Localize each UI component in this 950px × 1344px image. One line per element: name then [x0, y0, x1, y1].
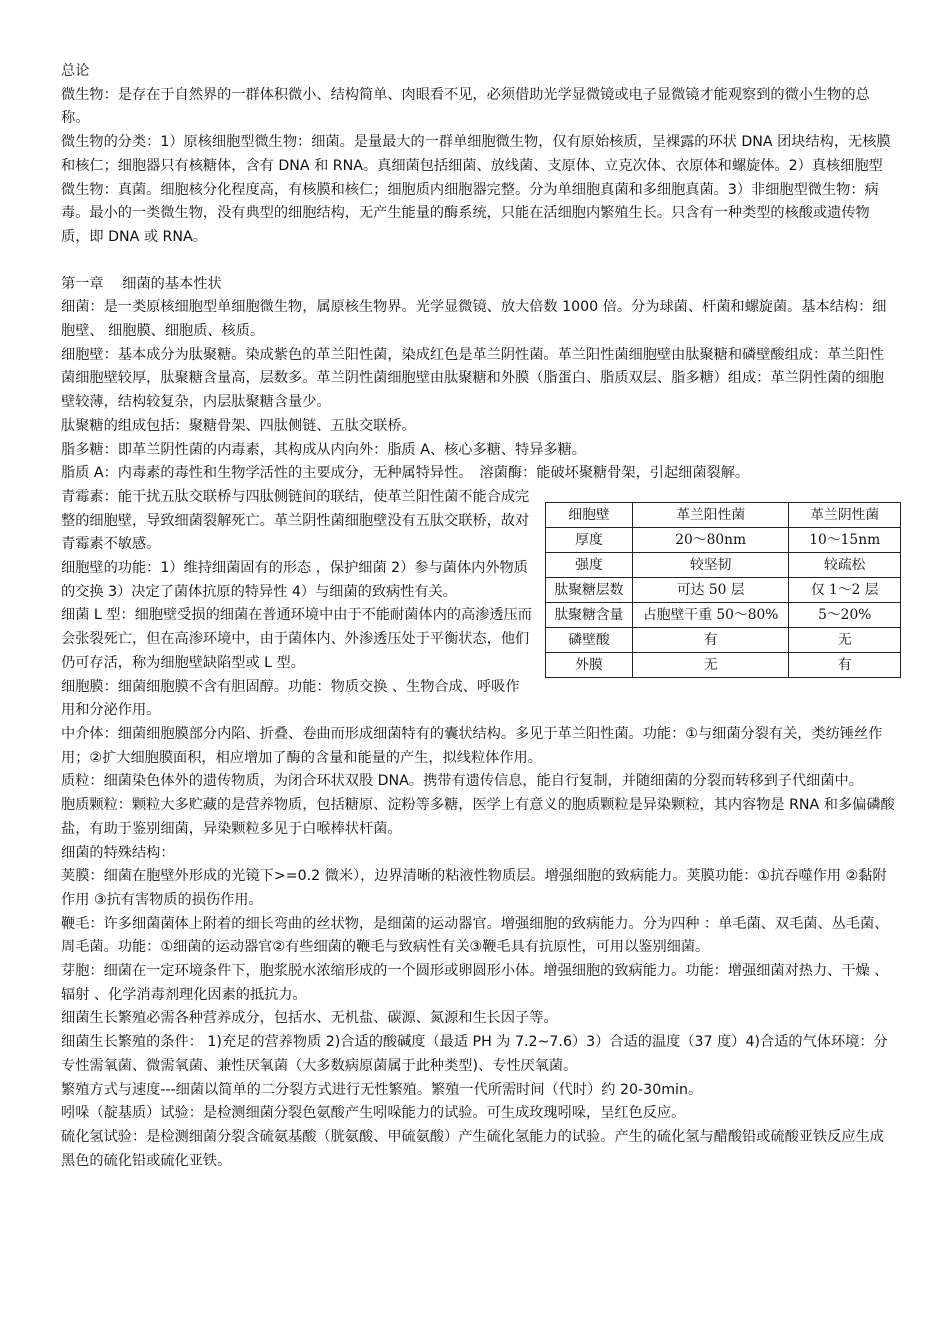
blank-line: [61, 250, 895, 273]
table-cell: 肽聚糖含量: [546, 602, 633, 627]
para-cell-membrane: 细胞膜：细菌细胞膜不含有胆固醇。功能：物质交换 、生物合成、呼吸作用和分泌作用。: [61, 678, 520, 719]
para-growth-conditions: 细菌生长繁殖的条件： 1)充足的营养物质 2)合适的酸碱度（最适 PH 为 7.2~7.6）3）合适的温度（37 度）4)合适的气体环境：分专性需氧菌、微需氧菌、兼性厌氧菌（大多数病原菌属于此种类型)、专性厌氧菌。: [61, 1034, 888, 1074]
para-h2s-test: 硫化氢试验：是检测细菌分裂含硫氨基酸（胱氨酸、甲硫氨酸）产生硫化氢能力的试验。产生的硫化氢与醋酸铅或硫酸亚铁反应生成黑色的硫化铅或硫化亚铁。: [61, 1128, 884, 1169]
table-cell: 20～80nm: [632, 527, 789, 552]
table-cell: 厚度: [546, 527, 633, 552]
para-cytoplasmic-granules: 胞质颗粒：颗粒大多贮藏的是营养物质，包括糖原、淀粉等多糖，医学上有意义的胞质颗粒是异染颗粒，其内容物是 RNA 和多偏磷酸盐，有助于鉴别细菌，异染颗粒多见于白喉棒状杆菌。: [61, 797, 895, 837]
table-row: [546, 552, 901, 577]
table-cell: 外膜: [546, 652, 633, 677]
table-cell: 无: [789, 627, 901, 652]
para-microbe-definition: 微生物：是存在于自然界的一群体积微小、结构简单、肉眼看不见，必须借助光学显微镜或电子显微镜才能观察到的微小生物的总称。: [61, 86, 870, 127]
table-header-cell: 革兰阳性菌: [632, 502, 789, 527]
table-cell: 仅 1～2 层: [789, 577, 901, 602]
table-cell: 较疏松: [789, 552, 901, 577]
para-special-structures: 细菌的特殊结构：: [61, 844, 175, 861]
table-cell: 可达 50 层: [632, 577, 789, 602]
para-cell-wall: 细胞壁：基本成分为肽聚糖。染成紫色的革兰阳性菌，染成红色是革兰阴性菌。革兰阳性菌细胞壁由肽聚糖和磷壁酸组成：革兰阳性菌细胞壁较厚，肽聚糖含量高，层数多。革兰阴性菌细胞壁由肽聚糖和外膜（脂蛋白、脂质双层、脂多糖）组成：革兰阴性菌的细胞壁较薄，结构较复杂，内层肽聚糖含量少。: [61, 346, 884, 411]
table-cell: 有: [789, 652, 901, 677]
table-cell: 肽聚糖层数: [546, 577, 633, 602]
para-capsule: 荚膜：细菌在胞壁外形成的光镜下>=0.2 微米），边界清晰的粘液性物质层。增强细胞的致病能力。荚膜功能：①抗吞噬作用 ②黏附作用 ③抗有害物质的损伤作用。: [61, 868, 887, 908]
table-header-cell: 细胞壁: [546, 502, 633, 527]
table-row: [546, 602, 901, 627]
table-cell: 有: [632, 627, 789, 652]
para-l-form: 细菌 L 型：细胞壁受损的细菌在普通环境中由于不能耐菌体内的高渗透压而会张裂死亡，但在高渗环境中，由于菌体内、外渗透压处于平衡状态，他们仍可存活，称为细胞壁缺陷型或 L 型。: [61, 607, 532, 671]
table-cell: 强度: [546, 552, 633, 577]
para-penicillin: 青霉素：能干扰五肽交联桥与四肽侧链间的联结，使革兰阳性菌不能合成完整的细胞壁，导致细菌裂解死亡。革兰阴性菌细胞壁没有五肽交联桥，故对青霉素不敏感。: [61, 488, 530, 553]
table-row: [546, 527, 901, 552]
cell-wall-comparison-table: [545, 502, 901, 678]
para-microbe-classification: 微生物的分类：1）原核细胞型微生物：细菌。是量最大的一群单细胞微生物，仅有原始核质，呈裸露的环状 DNA 团块结构，无核膜和核仁；细胞器只有核糖体，含有 DNA 和 RNA。真细菌包括细菌、放线菌、支原体、立克次体、衣原体和螺旋体。2）真核细胞型微生物：真菌。细胞核分化程度高，有核膜和核仁；细胞质内细胞器完整。分为单细胞真菌和多细胞真菌。3）非细胞型微生物：病毒。最小的一类微生物，没有典型的细胞结构，无产生能量的酶系统，只能在活细胞内繁殖生长。只含有一种类型的核酸或遗传物质，即 DNA 或 RNA。: [61, 134, 891, 245]
overview-title: 总论: [61, 63, 90, 79]
table-row: [546, 577, 901, 602]
table-cell: 磷壁酸: [546, 627, 633, 652]
table-cell: 5～20%: [789, 602, 901, 627]
para-bacteria: 细菌：是一类原核细胞型单细胞微生物，属原核生物界。光学显微镜、放大倍数 1000 倍。分为球菌、杆菌和螺旋菌。基本结构：细胞壁、 细胞膜、细胞质、核质。: [61, 299, 887, 340]
table-cell: 无: [632, 652, 789, 677]
para-spore: 芽胞：细菌在一定环境条件下，胞浆脱水浓缩形成的一个圆形或卵圆形小体。增强细胞的致病能力。功能：增强细菌对热力、干燥 、辐射 、化学消毒剂理化因素的抵抗力。: [61, 963, 889, 1003]
document-page: [61, 60, 895, 1173]
chapter-title: 第一章 细菌的基本性状: [61, 275, 222, 292]
para-cell-wall-function: 细胞壁的功能：1）维持细菌固有的形态 ，保护细菌 2）参与菌体内外物质的交换 3）决定了菌体抗原的特异性 4）与细菌的致病性有关。: [61, 560, 528, 600]
para-plasmid: 质粒：细菌染色体外的遗传物质，为闭合环状双股 DNA。携带有遗传信息，能自行复制，并随细菌的分裂而转移到子代细菌中。: [61, 773, 863, 790]
para-indole-test: 吲哚（靛基质）试验：是检测细菌分裂色氨酸产生吲哚能力的试验。可生成玫瑰吲哚，呈红色反应。: [61, 1105, 686, 1122]
table-cell: 10～15nm: [789, 527, 901, 552]
para-reproduction: 繁殖方式与速度---细菌以简单的二分裂方式进行无性繁殖。繁殖一代所需时间（代时）约 20-30min。: [61, 1081, 703, 1098]
para-mesosome: 中介体：细菌细胞膜部分内陷、折叠、卷曲而形成细菌特有的囊状结构。多见于革兰阳性菌。功能：①与细菌分裂有关，类纺锤丝作用；②扩大细胞膜面积，相应增加了酶的含量和能量的产生，拟线粒体作用。: [61, 725, 883, 766]
table-cell: 较坚韧: [632, 552, 789, 577]
table-header-row: [546, 502, 901, 527]
para-lipopolysaccharide: 脂多糖：即革兰阴性菌的内毒素，其构成从内向外：脂质 A、核心多糖、特异多糖。: [61, 441, 586, 458]
table-row: [546, 627, 901, 652]
table-header-cell: 革兰阴性菌: [789, 502, 901, 527]
para-lipid-a: 脂质 A：内毒素的毒性和生物学活性的主要成分，无种属特异性。 溶菌酶：能破坏聚糖骨架，引起细菌裂解。: [61, 465, 750, 482]
table-cell: 占胞壁干重 50～80%: [632, 602, 789, 627]
para-nutrients: 细菌生长繁殖必需各种营养成分，包括水、无机盐、碳源、氮源和生长因子等。: [61, 1010, 558, 1027]
para-peptidoglycan: 肽聚糖的组成包括：聚糖骨架、四肽侧链、五肽交联桥。: [61, 417, 416, 434]
table-row: [546, 652, 901, 677]
para-flagella: 鞭毛：许多细菌菌体上附着的细长弯曲的丝状物，是细菌的运动器官。增强细胞的致病能力。分为四种 ：单毛菌、双毛菌、丛毛菌、周毛菌。功能：①细菌的运动器官②有些细菌的鞭毛与致病性有关③鞭毛具有抗原性，可用以鉴别细菌。: [61, 915, 889, 956]
